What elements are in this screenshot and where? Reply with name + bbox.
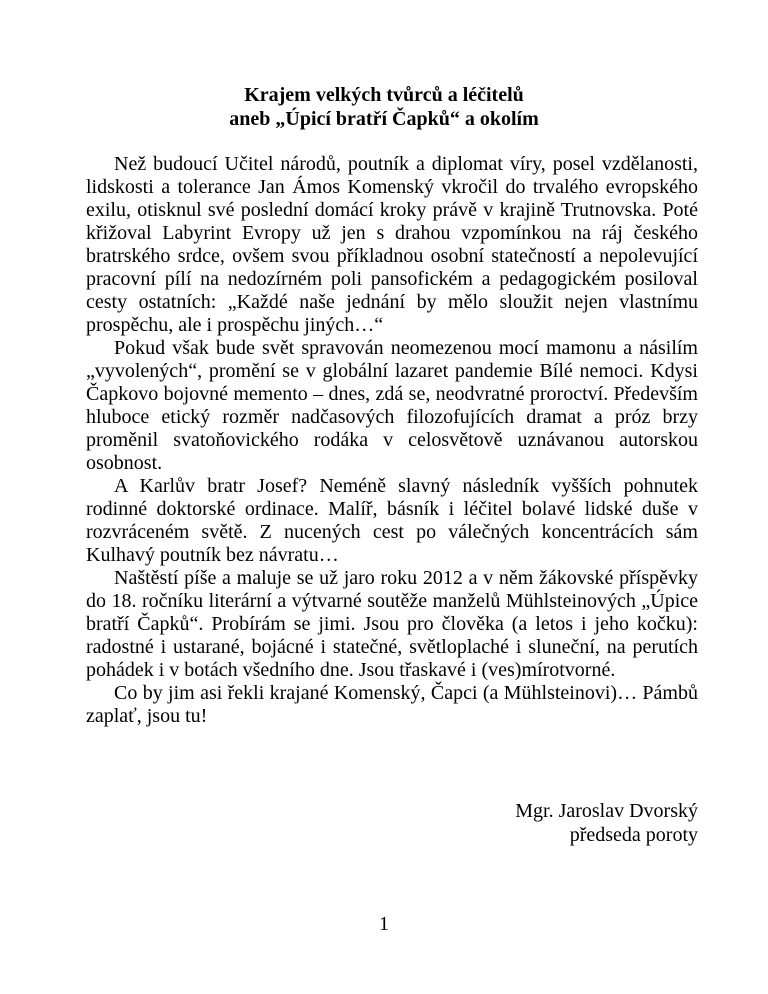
- signature-role: předseda poroty: [569, 824, 698, 846]
- document-body: [86, 153, 698, 728]
- paragraph-2: Pokud však bude svět spravován neomezenou mocí mamonu a násilím „vyvolených“, promění se v globální lazaret pandemie Bílé nemoci. Kdysi Čapkovo bojovné memento – dnes, zdá se, neodvratné proroctví. Především hluboce etický rozměr nadčasových filozofujících dramat a próz brzy proměnil svatoňovického rodáka v celosvětově uznávanou autorskou osobnost.: [86, 337, 698, 474]
- document-title: [0, 83, 768, 131]
- signature-name: Mgr. Jaroslav Dvorský: [515, 800, 698, 822]
- page-number: 1: [379, 913, 389, 935]
- paragraph-4: Naštěstí píše a maluje se už jaro roku 2012 a v něm žákovské příspěvky do 18. ročníku literární a výtvarné soutěže manželů Mühlsteinových „Úpice bratří Čapků“. Probírám se jimi. Jsou pro člověka (a letos i jeho kočku): radostné i ustarané, bojácné i statečné, světloplaché i sluneční, na perutích pohádek i v botách všedního dne. Jsou třaskavé i (ves)mírotvorné.: [86, 567, 698, 681]
- signature-block: [515, 799, 698, 847]
- title-line-1: Krajem velkých tvůrců a léčitelů: [244, 84, 524, 106]
- title-line-2: aneb „Úpicí bratří Čapků“ a okolím: [229, 108, 539, 130]
- paragraph-3: A Karlův bratr Josef? Neméně slavný následník vyšších pohnutek rodinné doktorské ordinace. Malíř, básník i léčitel bolavé lidské duše v rozvráceném světě. Z nucených cest po válečných koncentrácích sám Kulhavý poutník bez návratu…: [86, 475, 698, 566]
- paragraph-5: Co by jim asi řekli krajané Komenský, Čapci (a Mühlsteinovi)… Pámbů zaplať, jsou tu!: [86, 682, 698, 727]
- paragraph-1: Než budoucí Učitel národů, poutník a diplomat víry, posel vzdělanosti, lidskosti a tolerance Jan Ámos Komenský vkročil do trvalého evropského exilu, otisknul své poslední domácí kroky právě v krajině Trutnovska. Poté křižoval Labyrint Evropy už jen s drahou vzpomínkou na ráj českého bratrského srdce, ovšem svou příkladnou osobní statečností a nepolevující pracovní pílí na nedozírném poli pansofickém a pedagogickém posiloval cesty ostatních: „Každé naše jednání by mělo sloužit nejen vlastnímu prospěchu, ale i prospěchu jiných…“: [86, 153, 698, 336]
